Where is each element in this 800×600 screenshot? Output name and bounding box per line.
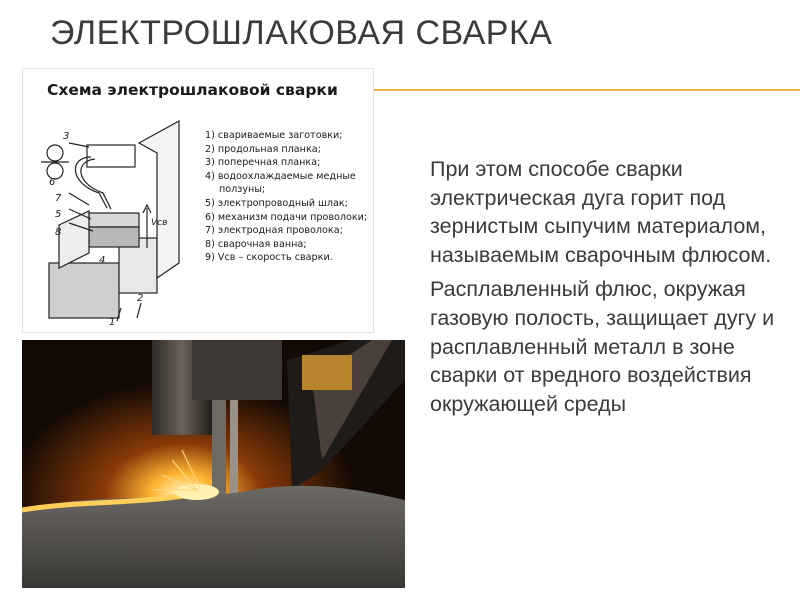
welding-photo-image xyxy=(22,340,405,588)
paragraph-1-text: При этом способе сварки электрическая дуга горит под зернистым сыпучим материалом, называемым сварочным флюсом. xyxy=(430,157,772,267)
scheme-drawing xyxy=(29,113,205,328)
diagram-label-1: 1 xyxy=(109,317,116,328)
slide-title: ЭЛЕКТРОШЛАКОВАЯ СВАРКА xyxy=(50,14,553,52)
scheme-title: Схема электрошлаковой сварки xyxy=(47,81,338,99)
legend-item: 6) механизм подачи проволоки; xyxy=(205,211,368,223)
diagram-label-5: 5 xyxy=(55,209,62,220)
diagram-label-7: 7 xyxy=(55,193,62,204)
legend-item: ползуны; xyxy=(219,184,266,196)
paragraph-2-text: Расплавленный флюс, окружая газовую полость, защищает дугу и расплавленный металл в зоне сварки от вредного воздействия окружающей среды xyxy=(430,277,775,416)
scheme-legend xyxy=(205,129,375,265)
body-text xyxy=(420,155,792,424)
legend-item: 8) сварочная ванна; xyxy=(205,238,307,250)
paragraph-2 xyxy=(420,275,792,418)
diagram-label-3: 3 xyxy=(63,131,70,142)
diagram-label-8: 8 xyxy=(55,227,62,238)
legend-item: 3) поперечная планка; xyxy=(205,157,321,169)
scheme-figure xyxy=(22,68,374,333)
diagram-label-2: 2 xyxy=(137,293,144,304)
legend-item: 7) электродная проволока; xyxy=(205,225,343,237)
legend-item: 2) продольная планка; xyxy=(205,143,321,155)
diagram-label-6: 6 xyxy=(49,177,56,188)
diagram-label-speed: Vсв xyxy=(151,218,168,228)
legend-item: 1) свариваемые заготовки; xyxy=(205,130,343,141)
legend-item: 4) водоохлаждаемые медные xyxy=(205,170,356,182)
paragraph-1 xyxy=(420,155,792,269)
diagram-label-4: 4 xyxy=(99,255,106,266)
legend-item: 9) Vсв – скорость сварки. xyxy=(205,252,333,264)
welding-photo xyxy=(22,340,405,588)
legend-item: 5) электропроводный шлак; xyxy=(205,197,348,209)
